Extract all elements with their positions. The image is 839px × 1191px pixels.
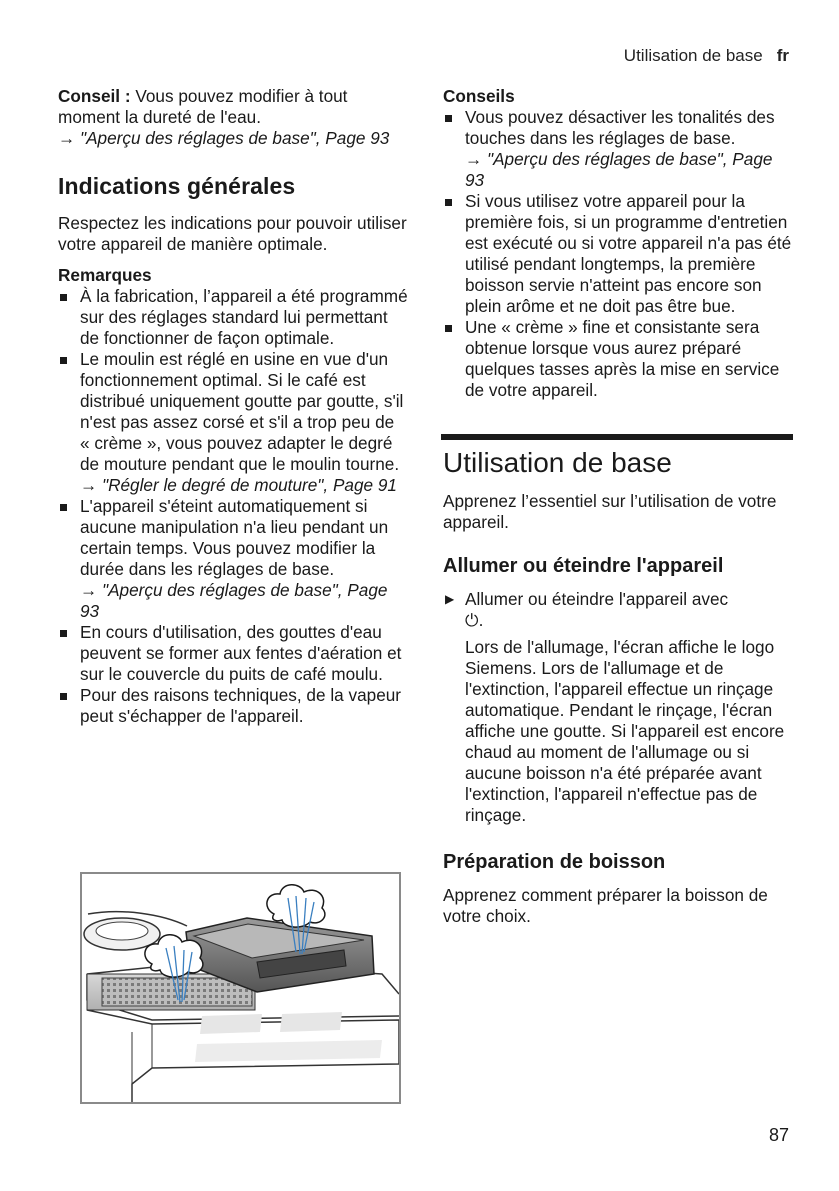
remark-text: À la fabrication, l’appareil a été programmé sur des réglages standard lui permettant de fonctionner de façon optimale. [80,286,408,348]
step-arrow-icon: ▶ [445,592,455,606]
header-language: fr [776,46,789,65]
list-item [443,191,793,317]
remark-text: Le moulin est réglé en usine en vue d'un fonctionnement optimal. Si le café est distribué uniquement goutte par goutte, s'il n'est pas assez corsé et s'il a trop peu de « crème », vous pouvez adapter le degré de mouture pendant que le moulin tourne. [80,349,404,474]
tip-paragraph [58,86,408,128]
tip-text: Une « crème » fine et consistante sera obtenue lorsque vous aurez préparé quelques tasses après la mise en service de votre appareil. [465,317,780,400]
tip-label: Conseil : [58,86,131,106]
remark-text: L'appareil s'éteint automatiquement si aucune manipulation n'a lieu pendant un certain temps. Vous pouvez modifier la durée dans les réglages de base. [80,496,389,579]
power-step-text: Allumer ou éteindre l'appareil avec [465,589,729,609]
remark-text: En cours d'utilisation, des gouttes d'eau peuvent se former aux fentes d'aération et sur le couvercle du puits de café moulu. [80,622,402,684]
tips-title: Conseils [443,86,515,106]
list-item [58,286,408,349]
general-intro: Respectez les indications pour pouvoir utiliser votre appareil de manière optimale. [58,213,407,254]
running-header [624,46,789,66]
subheading-power: Allumer ou éteindre l'appareil [443,555,724,577]
list-item [58,685,408,727]
remarks-title: Remarques [58,265,152,285]
steam-illustration [80,872,401,1104]
list-item [58,496,408,622]
left-column [58,86,408,727]
power-symbol-icon: ⏻. [465,610,484,630]
list-item [443,107,793,191]
list-item [58,349,408,496]
subheading-drink-preparation: Préparation de boisson [443,851,666,873]
right-column [443,86,793,927]
page-number: 87 [768,1125,789,1145]
tips-list [443,107,793,401]
coffee-machine-top-drawing [82,874,399,1102]
remark-cross-reference: → "Régler le degré de mouture", Page 91 [80,475,397,495]
heading-general-indications: Indications générales [58,173,296,199]
drink-preparation-intro: Apprenez comment préparer la boisson de votre choix. [443,885,768,926]
remark-text: Pour des raisons techniques, de la vapeur peut s'échapper de l'appareil. [80,685,402,726]
tip-text: Si vous utilisez votre appareil pour la première fois, si un programme d'entretien est exécuté ou si votre appareil n'a pas été utilisé pendant longtemps, la première boisson servie n'atteint pas encore son plein arôme et ne doit pas être bue. [465,191,792,316]
section-rule [441,434,793,440]
list-item [58,622,408,685]
power-step [443,589,793,631]
remarks-list [58,286,408,727]
section-title: Utilisation de base [443,447,672,478]
remark-cross-reference: → "Aperçu des réglages de base", Page 93 [80,580,388,621]
tip-cross-reference: → "Aperçu des réglages de base", Page 93 [58,128,390,148]
header-section: Utilisation de base [623,46,763,65]
power-description: Lors de l'allumage, l'écran affiche le logo Siemens. Lors de l'allumage et de l'extinction, l'appareil effectue un rinçage automatique. Pendant le rinçage, l'écran affiche une goutte. Si l'appareil est encore chaud au moment de l'allumage ou si aucune boisson n'a été préparée avant l'extinction, l'appareil n'effectue pas de rinçage. [465,637,785,825]
section-intro: Apprenez l’essentiel sur l’utilisation de votre appareil. [443,491,777,532]
tip-text: Vous pouvez modifier à tout moment la dureté de l'eau. [58,86,348,127]
tip-text: Vous pouvez désactiver les tonalités des touches dans les réglages de base. [465,107,775,148]
list-item [443,317,793,401]
tip-cross-reference: → "Aperçu des réglages de base", Page 93 [465,149,773,190]
